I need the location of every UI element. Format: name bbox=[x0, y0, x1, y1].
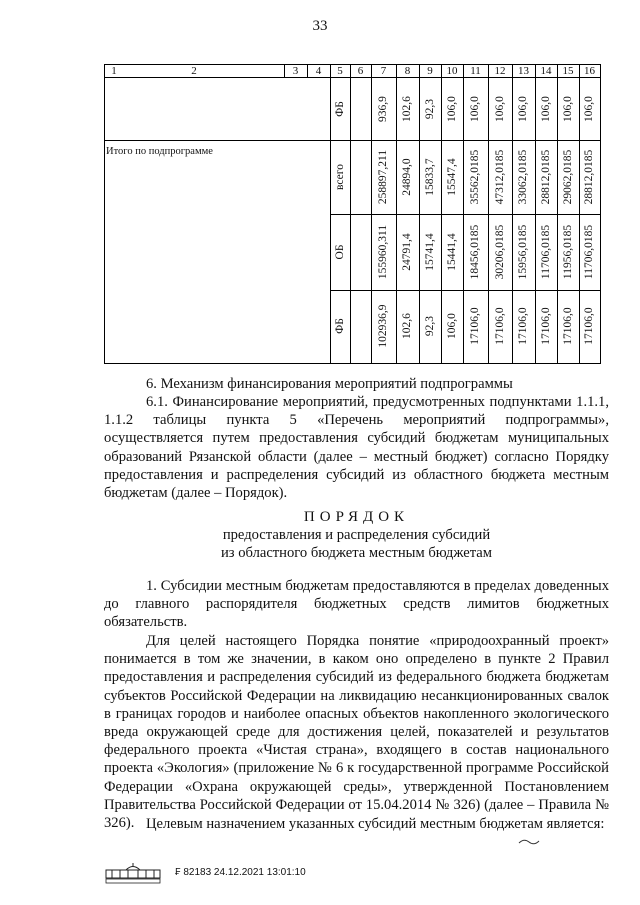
table-cell: 17106,0 bbox=[540, 307, 552, 345]
document-footer bbox=[104, 862, 364, 884]
order-paragraph-2: Для целей настоящего Порядка понятие «природоохранный проект» понимается в том же значении, в каком оно определено в пункте 2 Правил предоставления и распределения субсидий из федерального бюджета бюджетам субъектов Российской Федерации на ликвидацию несанкционированных свалок в границах городов и наиболее опасных объектов накопленного экологического вреда окружающей среде для достижения целей, показателей и результатов федерального проекта «Чистая страна», входящего в состав национального проекта «Экология» (приложение № 6 к государственной программе Российской Федерации «Охрана окружающей среды», утвержденной Постановлением Правительства Российской Федерации от 15.04.2014 № 326) (далее – Правила № 326). bbox=[104, 633, 609, 832]
table-header-cell: 1 bbox=[111, 65, 117, 77]
table-cell: 102,6 bbox=[401, 96, 413, 122]
order-title: ПОРЯДОК bbox=[303, 509, 410, 525]
table-row-label: Итого по подпрограмме bbox=[106, 146, 213, 157]
table-rule bbox=[104, 140, 601, 141]
table-rule bbox=[350, 64, 351, 364]
table-header-cell: 9 bbox=[427, 65, 433, 77]
table-rule bbox=[557, 64, 558, 364]
table-header-cell: 7 bbox=[380, 65, 387, 77]
table-cell: 106,0 bbox=[446, 96, 458, 122]
table-header-cell: 15 bbox=[562, 65, 574, 77]
fund-label: ФБ bbox=[334, 101, 346, 117]
table-cell: 29062,0185 bbox=[562, 149, 574, 205]
table-rule bbox=[104, 363, 601, 364]
table-cell: 28812,0185 bbox=[583, 149, 595, 205]
table-cell: 155960,311 bbox=[377, 224, 389, 280]
table-cell: 47312,0185 bbox=[494, 149, 506, 205]
table-cell: 28812,0185 bbox=[540, 149, 552, 205]
table-rule bbox=[579, 64, 580, 364]
table-cell: 15547,4 bbox=[446, 158, 458, 196]
table-header-cell: 5 bbox=[337, 65, 343, 77]
paragraph-6-1: 6.1. Финансирование мероприятий, предусмотренных подпунктами 1.1.1, 1.1.2 таблицы пункта 5 «Перечень мероприятий подпрограммы», осуществляется путем предоставления субсидий бюджетам муниципальных образований Рязанской области (далее – местный бюджет) согласно Порядку предоставления и распределения субсидий из областного бюджета местным бюджетам (далее – Порядок). bbox=[104, 394, 609, 502]
table-cell: 106,0 bbox=[540, 96, 552, 122]
table-cell: 15741,4 bbox=[424, 233, 436, 271]
table-cell: 11706,0185 bbox=[583, 224, 595, 280]
table-cell: 15441,4 bbox=[446, 233, 458, 271]
order-subtitle: из областного бюджета местным бюджетам bbox=[220, 545, 492, 561]
section-heading: 6. Механизм финансирования мероприятий подпрограммы bbox=[146, 376, 513, 392]
table-header-cell: 11 bbox=[470, 65, 481, 77]
table-cell: 30206,0185 bbox=[494, 224, 506, 280]
order-subtitle: предоставления и распределения субсидий bbox=[222, 527, 491, 543]
table-rule bbox=[488, 64, 489, 364]
table-cell: 106,0 bbox=[469, 96, 481, 122]
handwritten-mark bbox=[518, 836, 540, 846]
table-header-cell: 6 bbox=[357, 65, 364, 77]
table-header-cell: 3 bbox=[292, 65, 299, 77]
registration-stamp-text: 82183 24.12.2021 13:01:10 bbox=[183, 867, 306, 878]
table-cell: 15833,7 bbox=[424, 158, 436, 196]
table-header-cell: 10 bbox=[446, 65, 458, 77]
table-rule bbox=[330, 64, 331, 364]
table-cell: 24791,4 bbox=[401, 233, 413, 271]
table-cell: 24894,0 bbox=[401, 158, 413, 196]
table-cell: 106,0 bbox=[517, 96, 529, 122]
table-cell: 17106,0 bbox=[469, 307, 481, 345]
table-cell: 11956,0185 bbox=[562, 224, 574, 280]
order-paragraph-3: Целевым назначением указанных субсидий местным бюджетам является: bbox=[146, 816, 605, 832]
table-cell: 102,6 bbox=[401, 313, 413, 339]
registration-stamp: ₣ 82183 24.12.2021 13:01:10 bbox=[175, 867, 306, 878]
government-seal-icon bbox=[104, 862, 168, 884]
table-header-cell: 13 bbox=[518, 65, 529, 77]
order-paragraph-1: 1. Субсидии местным бюджетам предоставляются в пределах доведенных до главного распорядителя бюджетных средств лимитов бюджетных обязательств. bbox=[104, 578, 609, 631]
table-header-cell: 12 bbox=[494, 65, 506, 77]
table-header-cell: 14 bbox=[540, 65, 552, 77]
table-cell: 11706,0185 bbox=[540, 224, 552, 280]
table-rule bbox=[396, 64, 397, 364]
table-rule bbox=[535, 64, 536, 364]
table-cell: 102936,9 bbox=[377, 304, 389, 348]
table-rule bbox=[463, 64, 464, 364]
table-cell: 17106,0 bbox=[562, 307, 574, 345]
table-cell: 106,0 bbox=[583, 96, 595, 122]
table-cell: 15956,0185 bbox=[517, 224, 529, 280]
table-cell: 33062,0185 bbox=[517, 149, 529, 205]
table-cell: 106,0 bbox=[494, 96, 506, 122]
table-header-cell: 2 bbox=[191, 65, 197, 77]
table-cell: 106,0 bbox=[562, 96, 574, 122]
table-cell: 92,3 bbox=[424, 98, 436, 120]
table-rule bbox=[104, 64, 105, 364]
table-rule bbox=[104, 77, 601, 78]
table-cell: 17106,0 bbox=[517, 307, 529, 345]
table-header-cell: 8 bbox=[404, 65, 411, 77]
table-cell: 17106,0 bbox=[583, 307, 595, 345]
table-cell: 35562,0185 bbox=[469, 149, 481, 205]
table-cell: 92,3 bbox=[424, 315, 436, 337]
table-rule bbox=[512, 64, 513, 364]
table-header-cell: 16 bbox=[584, 65, 595, 77]
table-cell: 17106,0 bbox=[494, 307, 506, 345]
table-rule bbox=[419, 64, 420, 364]
table-cell: 258897,211 bbox=[377, 149, 389, 205]
table-header-cell: 4 bbox=[315, 65, 322, 77]
table-cell: 18456,0185 bbox=[469, 224, 481, 280]
table-rule bbox=[600, 64, 601, 364]
fund-label: ФБ bbox=[334, 318, 346, 334]
table-cell: 936,9 bbox=[377, 96, 389, 122]
table-rule bbox=[371, 64, 372, 364]
page-number: 33 bbox=[312, 18, 328, 34]
fund-label: ОБ bbox=[334, 244, 346, 260]
table-rule bbox=[441, 64, 442, 364]
table-cell: 106,0 bbox=[446, 313, 458, 339]
fund-label: всего bbox=[334, 164, 346, 190]
